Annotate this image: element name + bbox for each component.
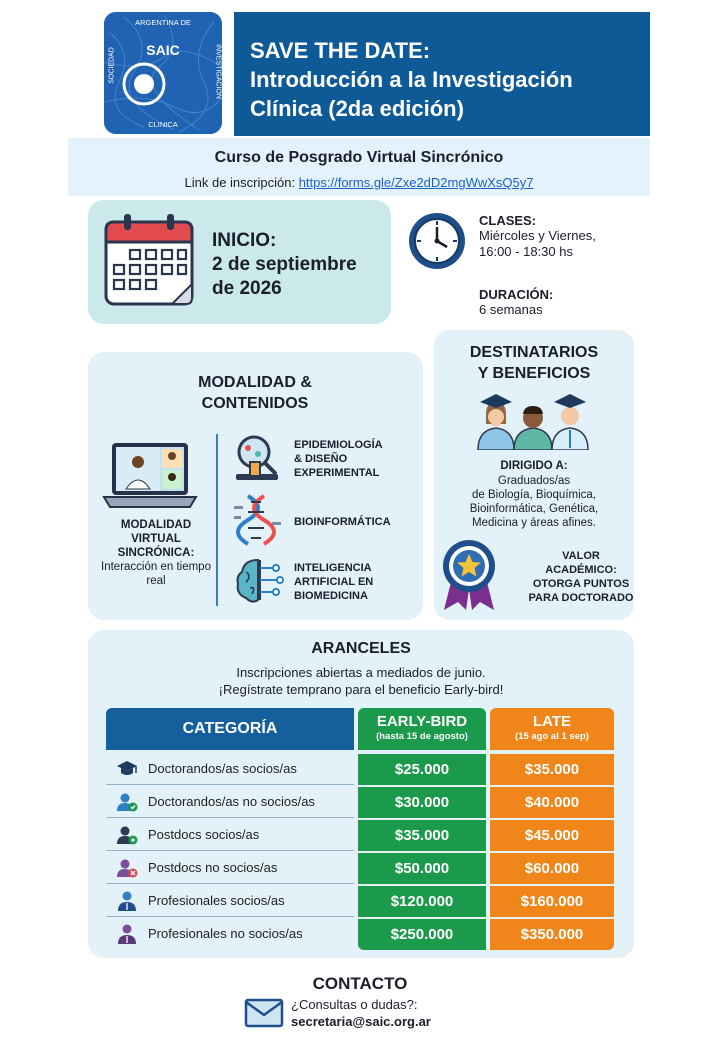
dirigido-line-2: de Biología, Bioquímica, [471,489,597,501]
table-row [106,886,354,917]
logo-arc-left: SOCIEDAD [108,47,116,84]
modalidad-virtual-text: Interacción en tiempo real [101,561,211,587]
duration-heading: DURACIÓN: [479,287,554,302]
contacto-title: CONTACTO [312,974,408,993]
aranceles-line-2: ¡Regístrate temprano para el beneficio Early-bird! [218,682,504,697]
user-x-icon [116,857,138,879]
dirigido-line-1: Graduados/as [497,475,571,487]
header-late-sub: (15 ago al 1 sep) [515,731,589,742]
duration-value: 6 semanas [479,302,543,317]
header-late-label: LATE [532,713,572,730]
header-early-bird-label: EARLY-BIRD [376,713,468,730]
user-badge-icon [116,824,138,846]
destinatarios-title-line-1: DESTINATARIOS [469,344,599,361]
row-category: Profesionales socios/as [148,893,285,908]
registration-line [68,175,650,190]
price-late: $45.000 [490,820,614,851]
user-professional-purple-icon [116,923,138,945]
classes-hours: 16:00 - 18:30 hs [479,244,573,259]
table-row [106,853,354,884]
price-late: $350.000 [490,919,614,950]
price-late: $40.000 [490,787,614,818]
price-early: $35.000 [358,820,486,851]
divider [216,434,218,606]
logo-arc-top: ARGENTINA DE [135,18,191,27]
saic-logo-graphic [104,12,222,134]
header-early-bird [358,708,486,750]
title-line-3: Clínica (2da edición) [250,96,464,121]
topic-3-line-3: BIOMEDICINA [294,590,368,602]
modalidad-title [155,372,355,414]
price-early: $25.000 [358,754,486,785]
classes-days: Miércoles y Viernes, [479,228,596,243]
registration-label: Link de inscripción: [184,175,296,190]
logo-arc-right: INVESTIGACION [214,44,222,99]
destinatarios-title-line-2: Y BENEFICIOS [477,365,591,382]
valor-line-4: PARA DOCTORADO [528,592,634,604]
dna-icon [234,494,282,546]
contacto-question: ¿Consultas o dudas?: [291,997,418,1012]
valor-line-3: OTORGA PUNTOS [532,578,630,590]
row-category: Postdocs socios/as [148,827,260,842]
course-type: Curso de Posgrado Virtual Sincrónico [214,149,504,166]
dirigido-line-4: Medicina y áreas afines. [471,517,596,529]
saic-logo [104,12,222,134]
topic-1-line-3: EXPERIMENTAL [294,467,380,479]
table-row [106,754,354,785]
header-early-bird-sub: (hasta 15 de agosto) [376,731,468,742]
table-row [106,919,354,950]
microscope-icon [232,432,282,486]
award-badge-icon [440,538,498,612]
price-early: $50.000 [358,853,486,884]
destinatarios-title [434,342,634,384]
duration-info [479,287,553,318]
price-early: $250.000 [358,919,486,950]
logo-name: SAIC [146,42,180,58]
price-early: $120.000 [358,886,486,917]
valor-line-2: ACADÉMICO: [545,564,617,576]
aranceles-line-1: Inscripciones abiertas a mediados de junio. [236,665,486,680]
table-row [106,820,354,851]
price-late: $160.000 [490,886,614,917]
topic-2-line-1: BIOINFORMÁTICA [294,516,391,528]
price-late: $35.000 [490,754,614,785]
modalidad-description [100,518,212,588]
header-categoria: CATEGORÍA [106,708,354,750]
start-label: INICIO: [212,230,277,251]
valor-academico [522,549,640,605]
laptop-video-call-icon [102,441,198,511]
price-early: $30.000 [358,787,486,818]
start-date [212,229,357,301]
price-late: $60.000 [490,853,614,884]
envelope-icon [244,998,284,1028]
title-line-2: Introducción a la Investigación [250,67,573,92]
contacto-email[interactable]: secretaria@saic.org.ar [291,1014,431,1029]
row-category: Doctorandos/as socios/as [148,761,297,776]
classes-heading: CLASES: [479,213,537,228]
brain-circuit-icon [234,556,284,606]
page-title [250,36,646,123]
registration-link[interactable]: https://forms.gle/Zxe2dD2mgWwXsQ5y7 [298,175,534,190]
row-category: Postdocs no socios/as [148,860,278,875]
classes-info [479,213,596,260]
topic-3-line-2: ARTIFICIAL EN [294,576,374,588]
dirigido-line-3: Bioinformática, Genética, [469,503,599,515]
dirigido-text [434,474,634,530]
topic-bioinformatica [294,515,391,529]
title-line-1: SAVE THE DATE: [250,38,431,63]
row-category: Profesionales no socios/as [148,926,303,941]
aranceles-title: ARANCELES [311,640,411,657]
logo-arc-bottom: CLINICA [148,120,178,129]
topic-epidemiologia [294,438,383,480]
topic-1-line-1: EPIDEMIOLOGÍA [294,439,383,451]
modalidad-virtual-label: MODALIDAD VIRTUAL SINCRÓNICA: [117,519,195,559]
clock-icon [406,210,468,272]
dirigido-heading: DIRIGIDO A: [500,460,568,472]
graduates-icon [470,390,596,450]
topic-3-line-1: INTELIGENCIA [294,562,372,574]
aranceles-intro [88,664,634,698]
row-category: Doctorandos/as no socios/as [148,794,315,809]
table-row [106,787,354,818]
user-professional-icon [116,890,138,912]
topic-inteligencia-artificial [294,561,373,603]
user-check-icon [116,791,138,813]
header-late [490,708,614,750]
start-date-line-1: 2 de septiembre [212,254,357,275]
valor-line-1: VALOR [562,550,600,562]
modalidad-title-line-1: MODALIDAD & [198,374,312,391]
start-date-line-2: de 2026 [212,278,282,299]
graduation-cap-icon [116,758,138,780]
topic-1-line-2: & DISEÑO [294,453,348,465]
calendar-icon [102,212,196,308]
modalidad-title-line-2: CONTENIDOS [201,395,309,412]
